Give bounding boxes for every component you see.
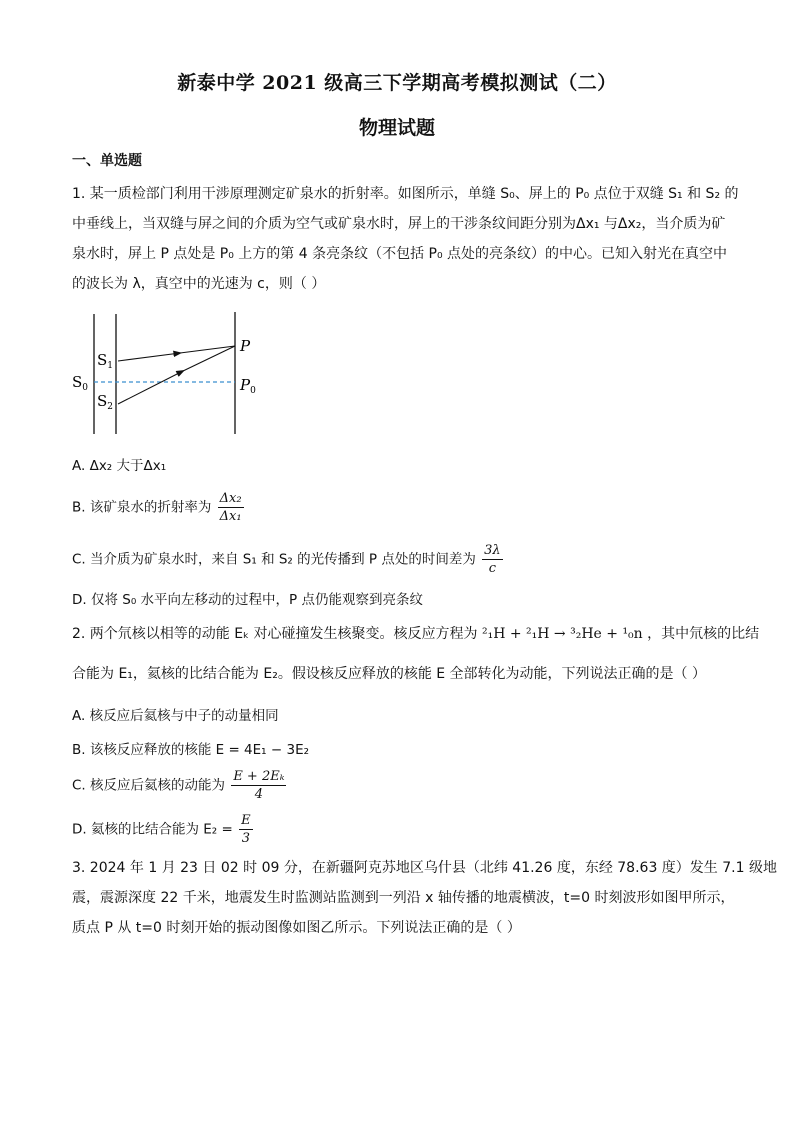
q1-option-b-fraction — [218, 490, 244, 525]
nuclear-equation: ²₁H + ²₁H → ³₂He + ¹₀n — [481, 626, 643, 642]
q1-option-b-text: B. 该矿泉水的折射率为 — [72, 499, 212, 516]
q1-stem-line-3: 泉水时，屏上 P 点处是 P₀ 上方的第 4 条亮条纹（不包括 P₀ 点处的亮条纹）的中心。已知入射光在真空中 — [72, 246, 728, 262]
q1-option-c[interactable] — [72, 542, 505, 577]
double-slit-diagram — [68, 308, 268, 438]
fraction-denominator: c — [488, 561, 497, 576]
fraction-denominator: 4 — [254, 787, 264, 802]
q2-option-b[interactable]: B. 该核反应释放的核能 E = 4E₁ − 3E₂ — [72, 742, 310, 758]
q2-option-d-fraction — [239, 812, 253, 847]
fraction-numerator: Δx₂ — [219, 491, 242, 506]
fraction-numerator: 3λ — [484, 543, 501, 558]
fraction-denominator: Δx₁ — [219, 509, 242, 524]
q3-stem-line-3: 质点 P 从 t=0 时刻开始的振动图像如图乙所示。下列说法正确的是（ ） — [72, 920, 521, 936]
fraction-denominator: 3 — [241, 831, 251, 846]
q2-option-d-text: D. 氦核的比结合能为 E₂ = — [72, 821, 233, 838]
q2-stem-line-2: 合能为 E₁，氦核的比结合能为 E₂。假设核反应释放的核能 E 全部转化为动能，下列说法正确的是（ ） — [72, 666, 707, 682]
label-p: P — [240, 337, 251, 355]
q2-stem-text: 2. 两个氘核以相等的动能 Eₖ 对心碰撞发生核聚变。核反应方程为 — [72, 626, 478, 642]
q1-option-d[interactable]: D. 仅将 S₀ 水平向左移动的过程中，P 点仍能观察到亮条纹 — [72, 592, 423, 608]
ray-s2-arrow — [118, 371, 183, 404]
q2-option-c-text: C. 核反应后氦核的动能为 — [72, 777, 226, 794]
q2-option-c[interactable] — [72, 768, 288, 803]
q3-stem-line-2: 震，震源深度 22 千米，地震发生时监测站监测到一列沿 x 轴传播的地震横波，t=0 时刻波形如图甲所示， — [72, 890, 735, 906]
exam-subtitle: 物理试题 — [358, 117, 435, 139]
q1-stem-line-2: 中垂线上，当双缝与屏之间的介质为空气或矿泉水时，屏上的干涉条纹间距分别为Δx₁ 与Δx₂，当介质为矿 — [72, 216, 726, 232]
q1-stem-line-4: 的波长为 λ，真空中的光速为 c，则（ ） — [72, 276, 326, 292]
fraction-numerator: E — [241, 813, 251, 828]
section-heading: 一、单选题 — [72, 153, 142, 169]
q3-stem-line-1: 3. 2024 年 1 月 23 日 02 时 09 分，在新疆阿克苏地区乌什县（北纬 41.26 度，东经 78.63 度）发生 7.1 级地 — [72, 860, 777, 876]
label-s1: $S_1$ — [97, 351, 114, 371]
q1-option-a[interactable]: A. Δx₂ 大于Δx₁ — [72, 458, 167, 474]
q1-option-c-text: C. 当介质为矿泉水时，来自 S₁ 和 S₂ 的光传播到 P 点处的时间差为 — [72, 551, 476, 568]
q2-stem-line-1 — [72, 624, 759, 644]
q2-stem-text-end: ，其中氘核的比结 — [647, 626, 760, 642]
fraction-numerator: E + 2Eₖ — [233, 769, 285, 784]
ray-s1-arrow — [118, 353, 180, 361]
q1-option-b[interactable] — [72, 490, 246, 525]
label-s0: $S_0$ — [72, 373, 89, 393]
q2-option-a[interactable]: A. 核反应后氦核与中子的动量相同 — [72, 708, 279, 724]
label-p0: $P_0$ — [240, 376, 256, 396]
exam-title: 新泰中学 2021 级高三下学期高考模拟测试（二） — [177, 72, 617, 94]
label-s2: $S_2$ — [97, 392, 114, 412]
q2-option-d[interactable] — [72, 812, 255, 847]
q1-stem-line-1: 1. 某一质检部门利用干涉原理测定矿泉水的折射率。如图所示，单缝 S₀、屏上的 P₀ 点位于双缝 S₁ 和 S₂ 的 — [72, 186, 739, 202]
q2-option-c-fraction — [231, 768, 286, 803]
q1-option-c-fraction — [482, 542, 503, 577]
